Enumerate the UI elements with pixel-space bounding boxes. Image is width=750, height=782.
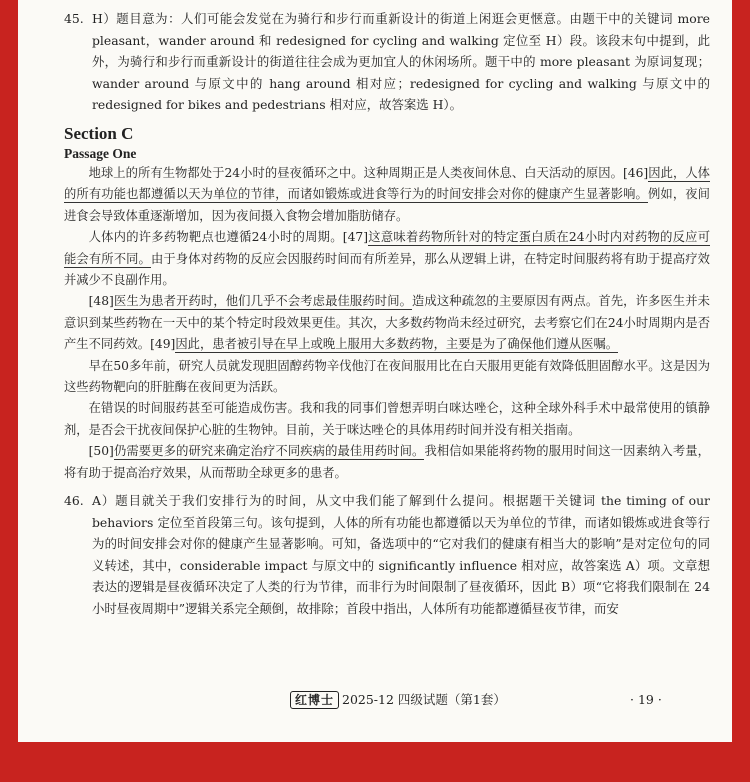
question-marker-50: [50]: [88, 444, 114, 459]
underlined-sentence: 仍需要更多的研究来确定治疗不同疾病的最佳用药时间。: [113, 444, 425, 459]
passage-paragraph-4: 早在50多年前，研究人员就发现胆固醇药物辛伐他汀在夜间服用比在白天服用更能有效降低胆固醇水平。这是因为这些药物靶向的肝脏酶在夜间更为活跃。: [64, 358, 710, 395]
passage-title: Passage One: [64, 145, 137, 161]
answer-text: A）题目就关于我们安排行为的时间，从文中我们能了解到什么提问。根据题干关键词 the timing of our behaviors 定位至首段第三句。该句提到，人体的所有功能也都遵循以天为单位的节律，而诸如锻炼或进食等行为的时间安排会对你的健康产生显著影响。可知，备选项中的“它对我们的健康有相当大的影响”是对定位句的同义转述，其中，considerable impact 与原文中的 significantly influence 相对应，故答案选 A）项。文章想表达的逻辑是昼夜循环决定了人类的行为节律，而非行为时间限制了昼夜循环，因此 B）项“它将我们限制在 24 小时昼夜周期中”逻辑关系完全颠倒，故排除；首段中指出，人体所有功能都遵循昼夜节律，而安: [92, 493, 710, 617]
answer-45: [64, 8, 710, 116]
question-marker-49: [49]: [150, 337, 176, 352]
exam-title: 2025-12 四级试题（第1套）: [342, 692, 506, 707]
passage-paragraph-3: [64, 291, 710, 355]
text-segment: 造成这种疏忽的主要原因有两点。首先，许多医生并未意识到某些药物在一天中的某个特定时段效果更佳。其次，大多数药物尚未经过研究，去考察它们在24小时周期内是否产生不同药效。: [64, 294, 710, 352]
page-footer: [18, 689, 732, 713]
passage-paragraph-1: [64, 163, 710, 227]
underlined-sentence: 因此，人体的所有功能也都遵循以天为单位的节律，而诸如锻炼或进食等行为的时间安排会对你的健康产生显著影响。: [64, 165, 710, 202]
underlined-sentence: 这意味着药物所针对的特定蛋白质在24小时内对药物的反应可能会有所不同。: [64, 230, 710, 266]
answer-number: 45.: [64, 11, 84, 26]
question-marker-46: [46]: [622, 165, 649, 180]
answer-text: H）题目意为：人们可能会发觉在为骑行和步行而重新设计的街道上闲逛会更惬意。由题干中的关键词 more pleasant，wander around 和 redesigned for cycling and walking 定位至 H）段。该段末句中提到，此外，为骑行和步行而重新设计的街道往往会成为更加宜人的休闲场所。题干中的 more pleasant 为原词复现；wander around 与原文中的 hang around 相对应；redesigned for cycling and walking 与原文中的 redesigned for bikes and pedestrians 相对应，故答案选 H）。: [92, 11, 710, 113]
page: [18, 0, 732, 742]
section-title: Section C: [64, 123, 134, 143]
question-marker-47: [47]: [342, 230, 369, 245]
text-segment: 地球上的所有生物都处于24小时的昼夜循环之中。这种周期正是人类夜间休息、白天活动的原因。: [88, 165, 623, 180]
answer-number: 46.: [64, 493, 84, 509]
underlined-sentence: 因此，患者被引导在早上或晚上服用大多数药物，主要是为了确保他们遵从医嘱。: [175, 337, 619, 352]
page-number: · 19 ·: [630, 692, 662, 707]
underlined-sentence: 医生为患者开药时，他们几乎不会考虑最佳服药时间。: [113, 294, 413, 309]
text-segment: 我相信如果能将药物的服用时间这一因素纳入考量，将有助于提高治疗效果，从而帮助全球更多的患者。: [64, 444, 710, 480]
question-marker-48: [48]: [88, 294, 114, 309]
text-segment: 人体内的许多药物靶点也遵循24小时的周期。: [88, 230, 343, 245]
answer-46: [64, 490, 710, 620]
passage-paragraph-2: [64, 227, 710, 291]
brand-logo: 红博士: [290, 691, 339, 709]
text-segment: 由于身体对药物的反应会因服药时间而有所差异，那么从逻辑上讲，在特定时间服药将有助于提高疗效并减少不良副作用。: [64, 251, 710, 287]
passage-paragraph-6: [64, 441, 710, 484]
text-segment: 例如，夜间进食会导致体重逐渐增加，因为夜间摄入食物会增加脂肪储存。: [64, 187, 710, 223]
passage-paragraph-5: 在错误的时间服药甚至可能造成伤害。我和我的同事们曾想弄明白咪达唑仑，这种全球外科手术中最常使用的镇静剂，是否会干扰夜间保护心脏的生物钟。目前，关于咪达唑仑的具体用药时间并没有相关指南。: [64, 401, 710, 437]
content: [64, 8, 710, 620]
